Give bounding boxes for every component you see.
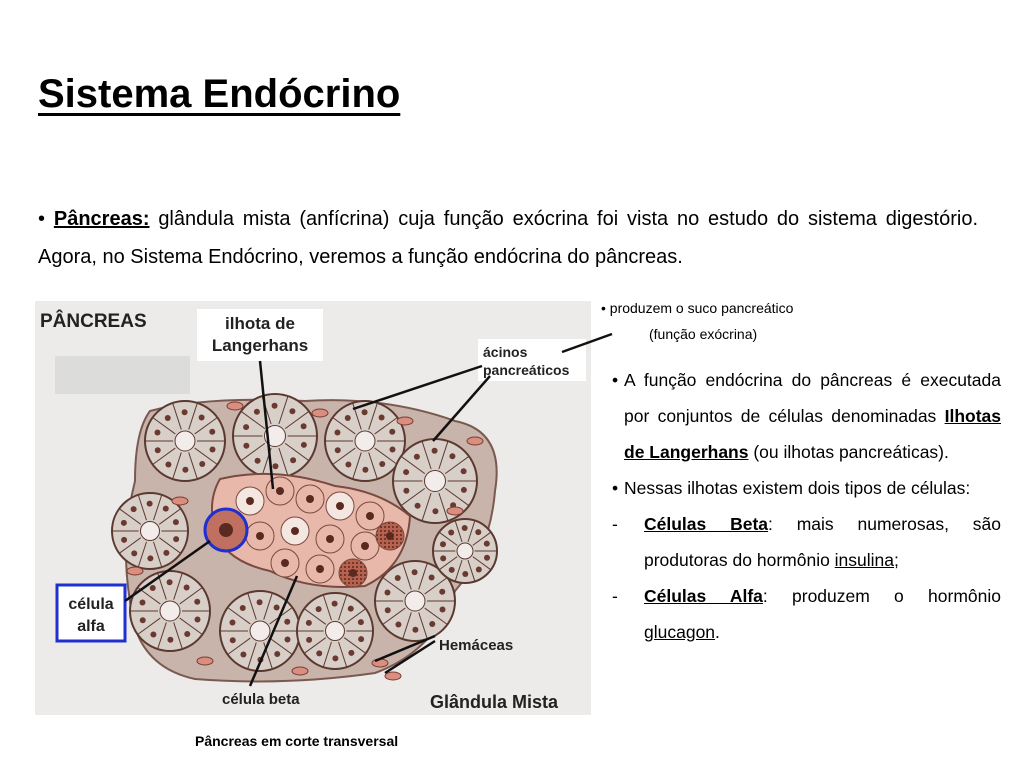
acinus-nucleus (121, 537, 127, 543)
islet-label-line2: Langerhans (211, 336, 309, 355)
islet-label-line1: ilhota de (225, 314, 295, 333)
acinus-nucleus (182, 467, 188, 473)
beta-label: célula beta (222, 691, 300, 708)
gland-label: Glândula Mista (430, 692, 559, 712)
acinus-nucleus (199, 414, 205, 420)
acinus-nucleus (403, 488, 409, 494)
acinus-nucleus (167, 637, 173, 643)
islet-cell-nucleus (349, 569, 357, 577)
islet-cell-nucleus (276, 487, 284, 495)
acinus-nucleus (274, 651, 280, 657)
acinus-nucleus (439, 589, 445, 595)
slide-title: Sistema Endócrino (38, 72, 401, 116)
acinus-nucleus (301, 423, 307, 429)
blurred-patch (55, 356, 190, 394)
exocrine-line2: (função exócrina) (649, 326, 758, 342)
acinus-nucleus (412, 569, 418, 575)
acinus-nucleus (389, 429, 395, 435)
acinus-nucleus (254, 409, 260, 415)
acinus-nucleus (182, 409, 188, 415)
acinus-nucleus (414, 454, 420, 460)
acinus-lumen (141, 522, 160, 541)
acinus-nucleus (306, 637, 312, 643)
intro-keyword: Pâncreas: (53, 208, 150, 230)
endocrine-notes (612, 362, 1001, 650)
bullet-2-text: Nessas ilhotas existem dois tipos de células: (624, 478, 971, 498)
acinus-nucleus (272, 463, 278, 469)
acinus (433, 519, 497, 583)
acinus-nucleus (334, 429, 340, 435)
acinus-nucleus (403, 469, 409, 475)
acinus-nucleus (385, 607, 391, 613)
acinus-nucleus (155, 447, 161, 453)
acinus-nucleus (184, 584, 190, 590)
acini-label-line1: ácinos (483, 344, 528, 360)
acinus-nucleus (147, 555, 153, 561)
acinus-nucleus (475, 529, 481, 535)
acinus-nucleus (306, 620, 312, 626)
acinus-nucleus (384, 589, 390, 595)
acinus-nucleus (243, 443, 249, 449)
red-blood-cell (385, 672, 401, 680)
acinus-nucleus (230, 637, 236, 643)
acinus-nucleus (484, 555, 490, 561)
acinus-nucleus (195, 617, 201, 623)
hemaceas-label: Hemáceas (439, 637, 514, 654)
acinus-nucleus (432, 508, 438, 514)
acinus-nucleus (462, 525, 468, 531)
acinus-nucleus (415, 503, 421, 509)
acinus-nucleus (332, 655, 338, 661)
islet-cell-nucleus (256, 532, 264, 540)
acinus-nucleus (440, 541, 446, 547)
red-blood-cell (397, 417, 413, 425)
islet-cell-nucleus (366, 512, 374, 520)
endocrine-bullet-2 (612, 470, 1001, 506)
acinus-nucleus (284, 619, 290, 625)
red-blood-cell (127, 567, 143, 575)
acinus-nucleus (345, 462, 351, 468)
acinus-nucleus (243, 424, 249, 430)
acinus (325, 401, 405, 481)
acinus-nucleus (335, 447, 341, 453)
alpha-item-hormone: glucagon (644, 622, 716, 642)
acinus-lumen (425, 471, 446, 492)
acinus (145, 401, 225, 481)
acinus-nucleus (255, 458, 261, 464)
acinus-nucleus (139, 599, 145, 605)
islet-cell-nucleus (306, 495, 314, 503)
beta-item-mark: - (612, 514, 618, 534)
acinus-nucleus (440, 555, 446, 561)
acinus-nucleus (429, 574, 435, 580)
red-blood-cell (312, 409, 328, 417)
acinus-nucleus (121, 520, 127, 526)
beta-cells-item (612, 506, 1001, 578)
acinus-nucleus (150, 632, 156, 638)
alpha-item-mark: - (612, 586, 618, 606)
red-blood-cell (197, 657, 213, 665)
acinus-nucleus (390, 447, 396, 453)
acinus (393, 439, 477, 523)
alpha-cell-nucleus (219, 523, 233, 537)
islet-cell-nucleus (386, 532, 394, 540)
acinus-nucleus (412, 627, 418, 633)
islet-cell-nucleus (246, 497, 254, 505)
acinus-nucleus (272, 403, 278, 409)
islet-cell-nucleus (361, 542, 369, 550)
acinus-nucleus (173, 536, 179, 542)
acinus-lumen (250, 621, 270, 641)
acinus-nucleus (379, 414, 385, 420)
islet-cell-nucleus (336, 502, 344, 510)
acinus-nucleus (194, 599, 200, 605)
acinus-nucleus (301, 442, 307, 448)
acinus-nucleus (131, 550, 137, 556)
islet-cell-nucleus (326, 535, 334, 543)
acinus-nucleus (210, 447, 216, 453)
intro-text: glândula mista (anfícrina) cuja função exócrina foi vista no estudo do sistema digestório. Agora, no Sistema Endócrino, veremos a função endócrina do pâncreas. (38, 208, 979, 268)
acinus-nucleus (240, 605, 246, 611)
acinus-nucleus (362, 409, 368, 415)
intro-bullet: • (38, 208, 46, 230)
alpha-item-text-b: . (715, 622, 720, 642)
acinus-nucleus (449, 567, 455, 573)
acinus-nucleus (358, 619, 364, 625)
red-blood-cell (292, 667, 308, 675)
islet-cell-nucleus (281, 559, 289, 567)
exocrine-note (601, 295, 793, 347)
acinus-nucleus (432, 448, 438, 454)
acinus-nucleus (449, 453, 455, 459)
acinus-nucleus (348, 606, 354, 612)
acini-label-line2: pancreáticos (483, 362, 570, 378)
acinus-nucleus (167, 579, 173, 585)
bullet-1-text-b: (ou ilhotas pancreáticas). (748, 442, 949, 462)
acinus-nucleus (165, 415, 171, 421)
beta-item-text-a: : mais numerosas, são produtoras do hormônio (644, 514, 1002, 570)
acinus-lumen (405, 591, 425, 611)
acinus-nucleus (345, 415, 351, 421)
acinus-nucleus (476, 566, 482, 572)
red-blood-cell (172, 497, 188, 505)
islet-cell-nucleus (291, 527, 299, 535)
acinus-nucleus (440, 607, 446, 613)
acinus-nucleus (379, 461, 385, 467)
acinus-nucleus (461, 468, 467, 474)
acinus (297, 593, 373, 669)
acinus-nucleus (209, 429, 215, 435)
acinus (233, 394, 317, 478)
alpha-cells-item (612, 578, 1001, 650)
exocrine-arrow-line (562, 334, 612, 352)
acinus-nucleus (290, 457, 296, 463)
exocrine-line1: • produzem o suco pancreático (601, 300, 794, 316)
acinus-nucleus (165, 462, 171, 468)
acinus-nucleus (199, 461, 205, 467)
acinus-nucleus (332, 601, 338, 607)
acinus-lumen (326, 622, 345, 641)
acinus-lumen (457, 543, 473, 559)
acinus-nucleus (461, 487, 467, 493)
islet-cell-nucleus (316, 565, 324, 573)
acinus-nucleus (316, 650, 322, 656)
figure-caption: Pâncreas em corte transversal (195, 733, 399, 749)
beta-item-keyword: Células Beta (644, 514, 769, 534)
acinus-nucleus (362, 467, 368, 473)
acinus-nucleus (257, 599, 263, 605)
red-blood-cell (447, 507, 463, 515)
bullet-2-mark: • (612, 478, 619, 498)
acinus-nucleus (462, 571, 468, 577)
acinus-nucleus (395, 622, 401, 628)
acinus-nucleus (163, 550, 169, 556)
alpha-label-line2: alfa (77, 618, 105, 635)
acinus-nucleus (173, 519, 179, 525)
exocrine-arrow (558, 320, 618, 356)
acinus-nucleus (184, 631, 190, 637)
red-blood-cell (467, 437, 483, 445)
acini-pointer-1 (353, 366, 482, 409)
beta-item-text-b: ; (894, 550, 899, 570)
bullet-1-keyword: Ilhotas de Langerhans (624, 406, 1001, 462)
acinus (130, 571, 210, 651)
acinus-nucleus (395, 575, 401, 581)
acinus-nucleus (429, 621, 435, 627)
acinus-nucleus (150, 585, 156, 591)
acinus-nucleus (274, 604, 280, 610)
acinus-nucleus (316, 606, 322, 612)
acinus-nucleus (484, 541, 490, 547)
red-blood-cell (227, 402, 243, 410)
acinus-lumen (160, 601, 180, 621)
acinus-nucleus (285, 637, 291, 643)
acinus-nucleus (147, 501, 153, 507)
acinus-nucleus (240, 652, 246, 658)
bullet-1-text-a: A função endócrina do pâncreas é executada por conjuntos de células denominadas (624, 370, 1001, 426)
acinus-nucleus (131, 506, 137, 512)
pancreas-illustration (35, 301, 591, 715)
alpha-item-text (644, 578, 1001, 650)
acinus-nucleus (154, 429, 160, 435)
acinus-nucleus (348, 650, 354, 656)
beta-item-hormone: insulina (834, 550, 895, 570)
alpha-item-keyword: Células Alfa (644, 586, 763, 606)
pancreas-figure (35, 301, 591, 715)
acinus-nucleus (229, 619, 235, 625)
beta-item-text (644, 506, 1001, 578)
acinus-nucleus (448, 530, 454, 536)
endocrine-bullet-1 (612, 362, 1001, 470)
intro-paragraph (38, 200, 978, 276)
acinus-lumen (175, 431, 195, 451)
acinus (220, 591, 300, 671)
acinus-nucleus (358, 636, 364, 642)
acinus-nucleus (140, 617, 146, 623)
acinus-nucleus (289, 408, 295, 414)
bullet-1-mark: • (612, 370, 619, 390)
alpha-item-text-a: : produzem o hormônio (762, 586, 1001, 606)
figure-heading: PÂNCREAS (40, 311, 147, 332)
acinus-nucleus (163, 506, 169, 512)
acinus-lumen (355, 431, 375, 451)
alpha-label-line1: célula (68, 596, 114, 613)
bullet-1-text (624, 362, 1001, 470)
